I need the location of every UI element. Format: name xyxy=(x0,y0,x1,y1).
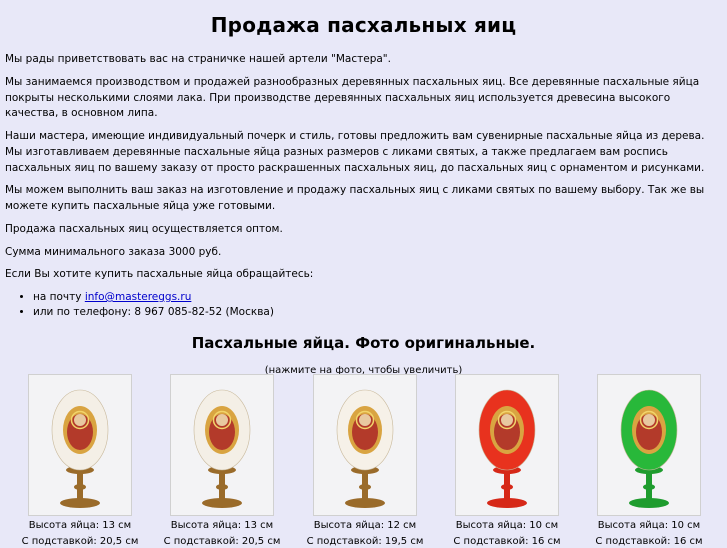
contact-list xyxy=(5,290,722,320)
gallery-hint: (нажмите на фото, чтобы увеличить) xyxy=(264,364,463,376)
contact-intro: Если Вы хотите купить пасхальные яйца обращайтесь: xyxy=(5,268,314,281)
egg-height: Высота яйца: 13 см xyxy=(170,520,274,531)
egg-stand-height: С подставкой: 16 см xyxy=(453,536,561,547)
saint-nicholas-icon xyxy=(29,375,131,515)
kazan-theotokos-icon xyxy=(314,375,416,515)
egg-photo[interactable] xyxy=(313,374,417,516)
min-order-paragraph: Сумма минимального заказа 3000 руб. xyxy=(5,245,222,258)
contact-email-item xyxy=(33,290,722,305)
production-paragraph: Мы занимаемся производством и продажей разнообразных деревянных пасхальных яиц. Все деревянные пасхальные яйца покрыты несколькими слоями лака. При производстве деревянных пасхальных яиц используется древесина высокого качества, в основном липа. xyxy=(5,75,700,120)
egg-stand-height: С подставкой: 20,5 см xyxy=(21,536,139,547)
contact-email-prefix: на почту xyxy=(33,291,85,303)
order-paragraph: Мы можем выполнить ваш заказ на изготовление и продажу пасхальных яиц с ликами святых по вашему выбору. Так же вы можете купить пасхальные яйца уже готовыми. xyxy=(5,184,705,212)
egg-stand-height: С подставкой: 16 см xyxy=(595,536,703,547)
egg-stand-height: С подставкой: 19,5 см xyxy=(306,536,424,547)
contact-phone-item: • или по телефону: 8 967 085-82-52 (Москва) xyxy=(33,305,722,320)
egg-height: Высота яйца: 12 см xyxy=(313,520,417,531)
egg-card xyxy=(151,374,293,548)
egg-height: Высота яйца: 10 см xyxy=(455,520,559,531)
egg-card xyxy=(294,374,436,548)
egg-card xyxy=(578,374,720,548)
egg-height: Высота яйца: 10 см xyxy=(597,520,701,531)
egg-photo[interactable] xyxy=(455,374,559,516)
page-title: Продажа пасхальных яиц xyxy=(210,13,517,37)
egg-photo[interactable] xyxy=(170,374,274,516)
egg-card xyxy=(436,374,578,548)
green-theotokos-icon xyxy=(598,375,700,515)
red-theotokos-icon xyxy=(456,375,558,515)
theotokos-icon xyxy=(171,375,273,515)
egg-photo[interactable] xyxy=(28,374,132,516)
wholesale-paragraph: Продажа пасхальных яиц осуществляется оптом. xyxy=(5,222,283,235)
egg-height: Высота яйца: 13 см xyxy=(28,520,132,531)
gallery-title: Пасхальные яйца. Фото оригинальные. xyxy=(191,334,536,352)
egg-stand-height: С подставкой: 20,5 см xyxy=(163,536,281,547)
egg-gallery xyxy=(0,374,727,545)
egg-card xyxy=(9,374,151,548)
egg-photo[interactable] xyxy=(597,374,701,516)
email-link[interactable]: info@mastereggs.ru xyxy=(84,291,192,303)
masters-paragraph: Наши мастера, имеющие индивидуальный почерк и стиль, готовы предложить вам сувенирные пасхальные яйца из дерева. Мы изготавливаем деревянные пасхальные яйца разных размеров с ликами святых, а также предлагаем вам роспись пасхальных яиц по вашему заказу от просто раскрашенных пасхальных яиц, до пасхальных яиц с орнаментом и рисунками. xyxy=(5,130,705,174)
intro-paragraph: Мы рады приветствовать вас на страничке нашей артели "Мастера". xyxy=(5,53,391,65)
